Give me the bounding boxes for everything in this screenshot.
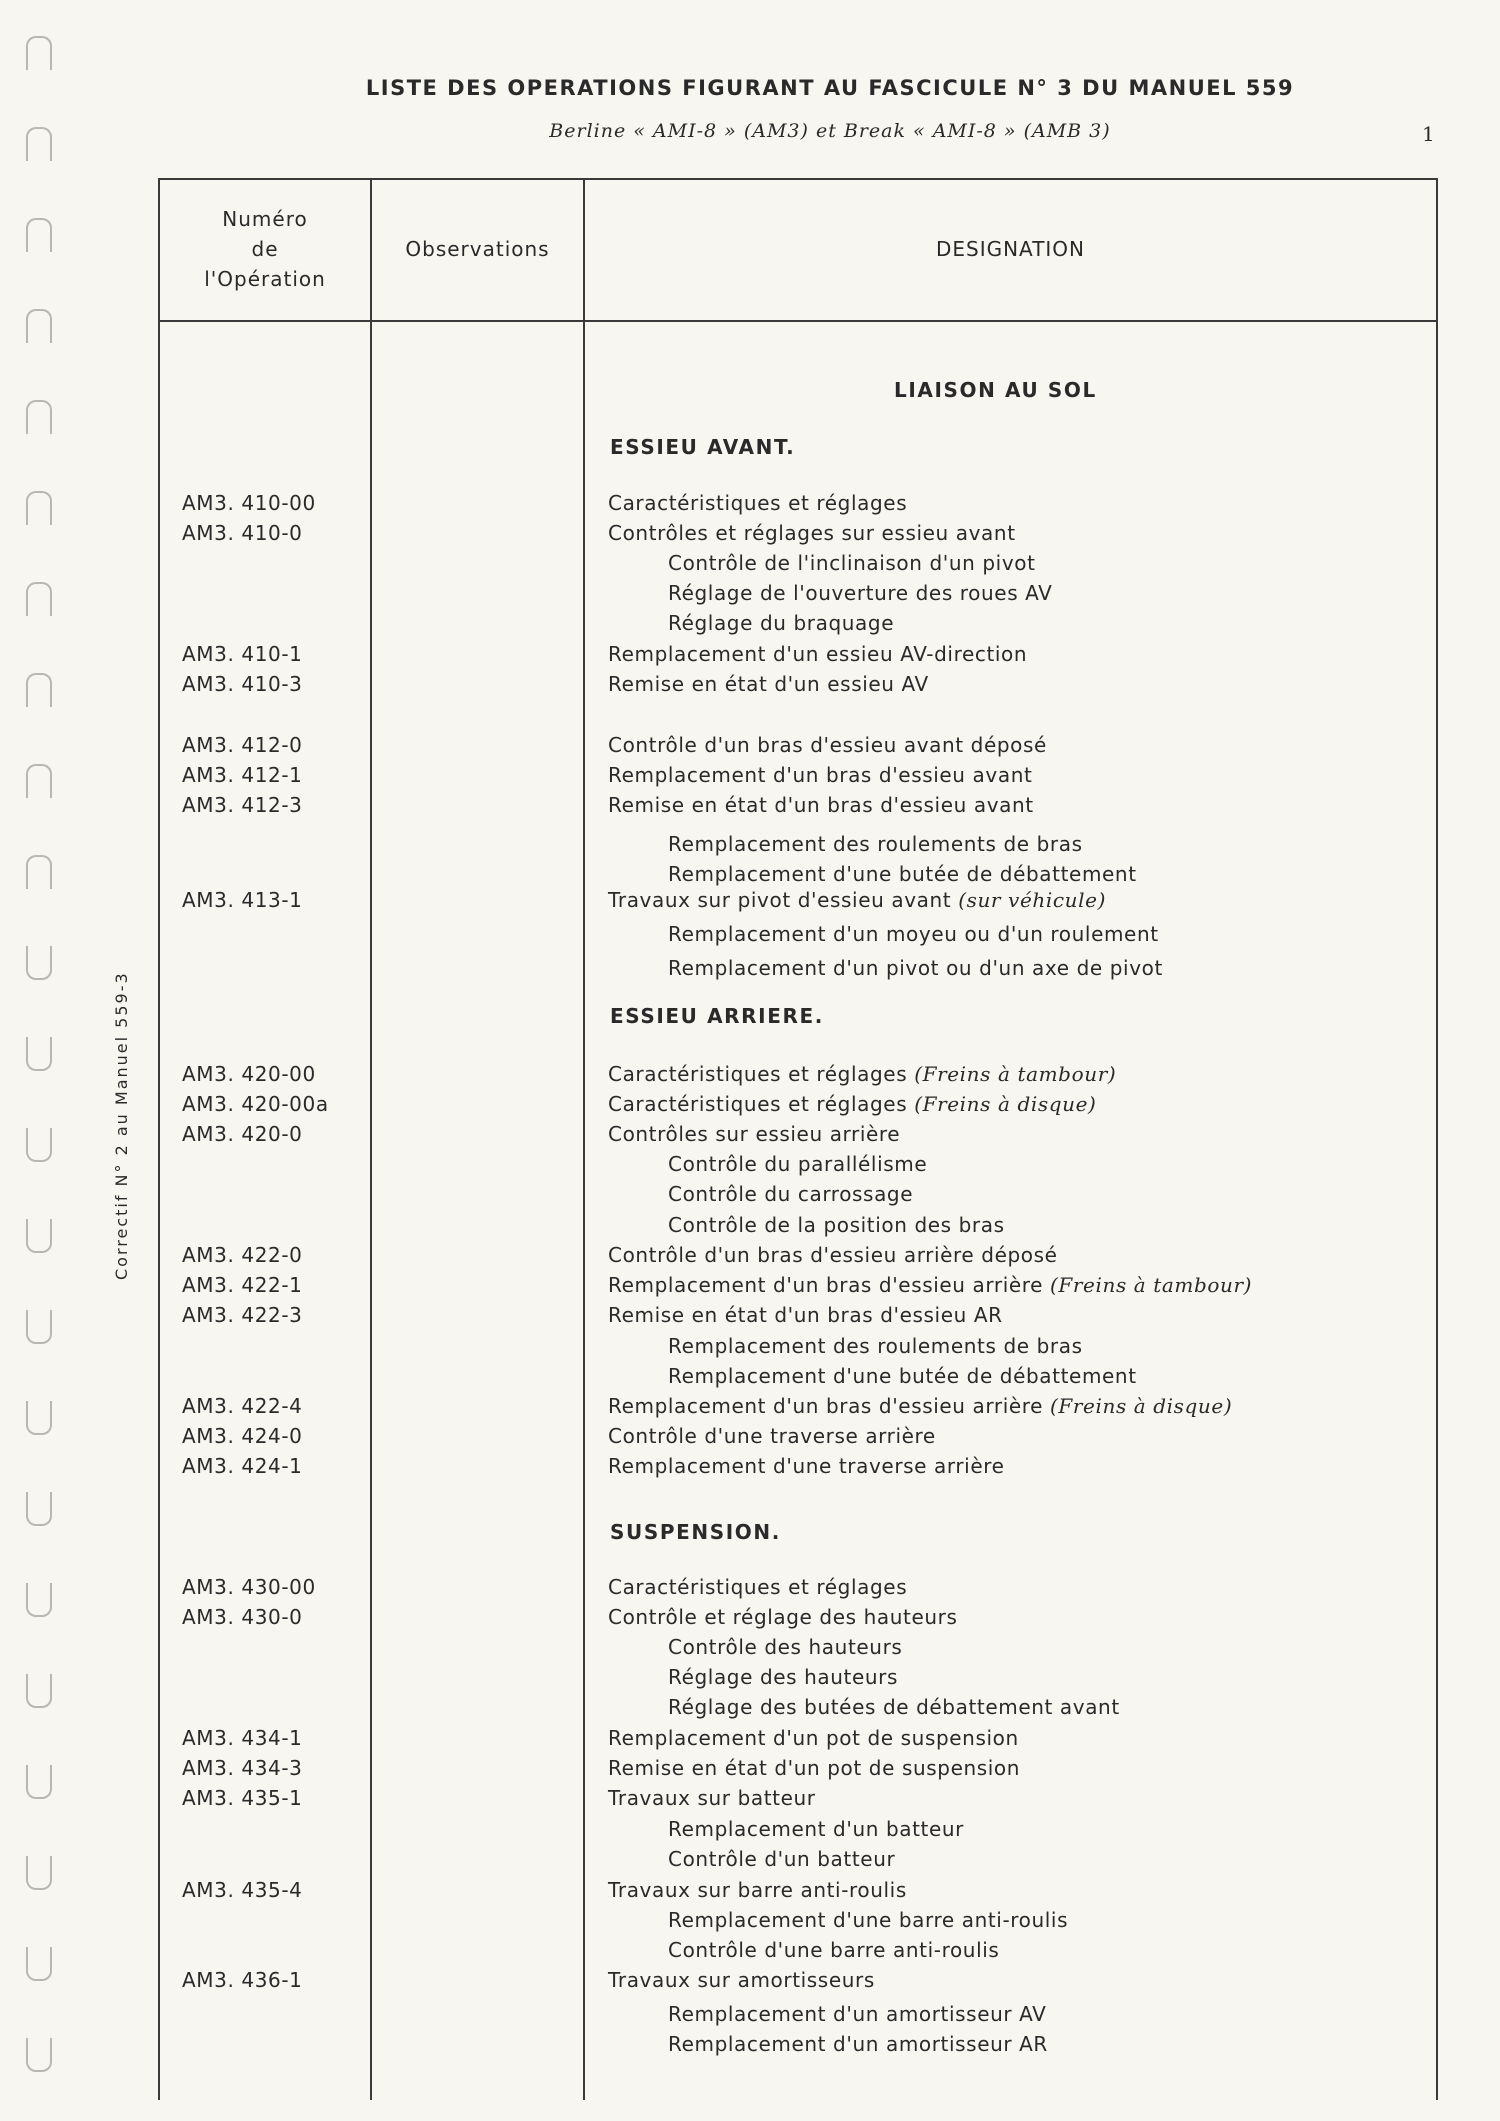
- designation-text: Remise en état d'un bras d'essieu avant: [608, 793, 1034, 817]
- operation-number: AM3. 422-0: [182, 1243, 303, 1267]
- table-row: [158, 1572, 1438, 1602]
- operation-number: AM3. 420-00: [182, 1062, 316, 1086]
- designation-text: Contrôle de la position des bras: [668, 1213, 1005, 1237]
- designation: [608, 885, 1106, 915]
- table-row: [158, 1517, 1438, 1547]
- designation: [668, 1905, 1068, 1935]
- designation: [668, 919, 1159, 949]
- table-row: [158, 1361, 1438, 1391]
- operation-number: AM3. 424-0: [182, 1424, 303, 1448]
- designation: [608, 790, 1034, 820]
- table-row: [158, 639, 1438, 669]
- operation-number: AM3. 422-4: [182, 1394, 303, 1418]
- designation-note: (Freins à disque): [914, 1092, 1097, 1116]
- header-observations: Observations: [405, 237, 550, 261]
- table-row: [158, 1632, 1438, 1662]
- table-row: [158, 1089, 1438, 1119]
- binding-hole: [26, 1037, 52, 1071]
- binding-hole: [26, 1310, 52, 1344]
- designation-text: Réglage du braquage: [668, 611, 895, 635]
- designation-text: Remplacement d'un batteur: [668, 1817, 964, 1841]
- designation-text: Remplacement des roulements de bras: [668, 832, 1083, 856]
- designation: [668, 829, 1083, 859]
- designation: [608, 1723, 1019, 1753]
- designation: [668, 1210, 1005, 1240]
- designation-text: Remplacement d'un pivot ou d'un axe de pivot: [668, 956, 1163, 980]
- designation-text: Caractéristiques et réglages: [608, 1575, 908, 1599]
- designation-text: ESSIEU ARRIERE.: [610, 1004, 824, 1028]
- designation-text: Réglage des butées de débattement avant: [668, 1695, 1120, 1719]
- table-row: [158, 1875, 1438, 1905]
- table-row: [158, 488, 1438, 518]
- designation: [668, 1844, 895, 1874]
- designation: [608, 760, 1032, 790]
- designation-text: Contrôle de l'inclinaison d'un pivot: [668, 551, 1036, 575]
- table-row: [158, 669, 1438, 699]
- binding-hole: [26, 218, 52, 252]
- designation-text: Travaux sur barre anti-roulis: [608, 1878, 907, 1902]
- binding-hole: [26, 673, 52, 707]
- designation-text: Caractéristiques et réglages: [608, 1092, 908, 1116]
- designation-text: Remplacement d'un amortisseur AV: [668, 2002, 1047, 2026]
- designation-text: Remplacement d'un amortisseur AR: [668, 2032, 1048, 2056]
- table-row: [158, 1001, 1438, 1031]
- table-row: [158, 1331, 1438, 1361]
- designation-text: Contrôle d'une traverse arrière: [608, 1424, 936, 1448]
- table-row: [158, 1965, 1438, 1995]
- designation: [608, 1270, 1252, 1300]
- designation: [668, 1179, 913, 1209]
- binding-hole: [26, 491, 52, 525]
- designation: [608, 1300, 1003, 1330]
- table-row: [158, 885, 1438, 915]
- operation-number: AM3. 410-0: [182, 521, 303, 545]
- designation-text: Remplacement d'une barre anti-roulis: [668, 1908, 1069, 1932]
- table-row: [158, 1270, 1438, 1300]
- table-row: [158, 953, 1438, 983]
- binding-hole: [26, 400, 52, 434]
- designation-text: Remplacement d'un bras d'essieu arrière: [608, 1273, 1044, 1297]
- binding-hole: [26, 309, 52, 343]
- designation: [668, 1692, 1120, 1722]
- table-header-line: [158, 320, 1438, 322]
- binding-hole: [26, 1856, 52, 1890]
- header-numero-line: de: [251, 237, 279, 261]
- designation-text: Caractéristiques et réglages: [608, 1062, 908, 1086]
- binding-hole: [26, 2038, 52, 2072]
- designation: [608, 1119, 900, 1149]
- designation: [668, 578, 1052, 608]
- designation: [668, 548, 1036, 578]
- page-number: 1: [1422, 122, 1435, 146]
- table-row: [158, 1391, 1438, 1421]
- operation-number: AM3. 435-4: [182, 1878, 303, 1902]
- binding-hole: [26, 582, 52, 616]
- table-row: [158, 1149, 1438, 1179]
- designation-text: Contrôle du parallélisme: [668, 1152, 928, 1176]
- operation-number: AM3. 435-1: [182, 1786, 303, 1810]
- designation-text: Travaux sur amortisseurs: [608, 1968, 875, 1992]
- table-row: [158, 829, 1438, 859]
- table-row: [158, 1179, 1438, 1209]
- table-row: [158, 1602, 1438, 1632]
- table-row: [158, 518, 1438, 548]
- table-row: [158, 1844, 1438, 1874]
- designation-text: Contrôle d'une barre anti-roulis: [668, 1938, 1000, 1962]
- table-row: [158, 1451, 1438, 1481]
- operation-number: AM3. 410-1: [182, 642, 303, 666]
- designation-note: (Freins à tambour): [1050, 1273, 1253, 1297]
- designation-text: Remplacement des roulements de bras: [668, 1334, 1083, 1358]
- binding-hole: [26, 855, 52, 889]
- page-heading: LISTE DES OPERATIONS FIGURANT AU FASCICULE N° 3 DU MANUEL 559: [365, 76, 1295, 100]
- side-note: Correctif N° 2 au Manuel 559-3: [112, 971, 131, 1280]
- operation-number: AM3. 412-1: [182, 763, 303, 787]
- table-row: [158, 1905, 1438, 1935]
- designation: [608, 1059, 1116, 1089]
- designation: [668, 1935, 999, 1965]
- section-heading: [610, 432, 795, 462]
- binding-hole: [26, 1583, 52, 1617]
- designation-text: Contrôle des hauteurs: [668, 1635, 903, 1659]
- designation-text: Contrôle d'un bras d'essieu avant déposé: [608, 733, 1047, 757]
- table-row: [158, 1210, 1438, 1240]
- operation-number: AM3. 413-1: [182, 888, 303, 912]
- operation-number: AM3. 430-00: [182, 1575, 316, 1599]
- designation: [668, 1662, 898, 1692]
- header-designation: DESIGNATION: [935, 237, 1086, 261]
- designation-text: Travaux sur batteur: [608, 1786, 816, 1810]
- binding-hole: [26, 1674, 52, 1708]
- table-row: [158, 730, 1438, 760]
- table-row: [158, 548, 1438, 578]
- table-row: [158, 790, 1438, 820]
- designation: [608, 1240, 1058, 1270]
- operation-number: AM3. 410-3: [182, 672, 303, 696]
- table-row: [158, 1662, 1438, 1692]
- designation: [608, 730, 1047, 760]
- section-heading: [894, 375, 1097, 405]
- designation-text: Caractéristiques et réglages: [608, 491, 908, 515]
- operation-number: AM3. 412-3: [182, 793, 303, 817]
- designation-text: Travaux sur pivot d'essieu avant: [608, 888, 952, 912]
- designation: [668, 1149, 927, 1179]
- designation-text: Remplacement d'un essieu AV-direction: [608, 642, 1028, 666]
- table-row: [158, 1119, 1438, 1149]
- table-row: [158, 1421, 1438, 1451]
- operations-table: [158, 178, 1438, 2100]
- operation-number: AM3. 422-3: [182, 1303, 303, 1327]
- binding-hole: [26, 1947, 52, 1981]
- designation: [668, 608, 894, 638]
- designation: [608, 1965, 875, 1995]
- designation-text: Remplacement d'une butée de débattement: [668, 862, 1137, 886]
- binding-hole: [26, 36, 52, 70]
- designation-text: Remplacement d'une traverse arrière: [608, 1454, 1005, 1478]
- operation-number: AM3. 420-00a: [182, 1092, 329, 1116]
- operation-number: AM3. 434-1: [182, 1726, 303, 1750]
- designation: [668, 1361, 1137, 1391]
- designation: [608, 1089, 1096, 1119]
- designation-text: Réglage de l'ouverture des roues AV: [668, 581, 1053, 605]
- designation-text: Réglage des hauteurs: [668, 1665, 899, 1689]
- binding-hole: [26, 764, 52, 798]
- header-numero-line: l'Opération: [204, 267, 326, 291]
- section-heading: [610, 1517, 781, 1547]
- section-heading: [610, 1001, 824, 1031]
- designation-text: Remplacement d'une butée de débattement: [668, 1364, 1137, 1388]
- designation-text: Remise en état d'un essieu AV: [608, 672, 929, 696]
- operation-number: AM3. 410-00: [182, 491, 316, 515]
- table-row: [158, 1999, 1438, 2029]
- designation: [608, 518, 1016, 548]
- designation: [608, 1572, 907, 1602]
- designation: [608, 1783, 816, 1813]
- designation-text: Remplacement d'un bras d'essieu arrière: [608, 1394, 1044, 1418]
- table-row: [158, 608, 1438, 638]
- designation: [608, 1391, 1232, 1421]
- designation: [668, 953, 1163, 983]
- table-row: [158, 1753, 1438, 1783]
- designation-text: Contrôle d'un batteur: [668, 1847, 896, 1871]
- binding-hole: [26, 1492, 52, 1526]
- designation-text: Contrôle et réglage des hauteurs: [608, 1605, 958, 1629]
- designation: [608, 1875, 907, 1905]
- table-row: [158, 760, 1438, 790]
- table-row: [158, 2029, 1438, 2059]
- operation-number: AM3. 412-0: [182, 733, 303, 757]
- designation-text: Remplacement d'un moyeu ou d'un roulement: [668, 922, 1159, 946]
- binding-hole: [26, 1401, 52, 1435]
- designation: [668, 1632, 902, 1662]
- designation-text: Remplacement d'un bras d'essieu avant: [608, 763, 1033, 787]
- header-numero: [160, 178, 370, 320]
- table-row: [158, 1814, 1438, 1844]
- designation-text: Remise en état d'un bras d'essieu AR: [608, 1303, 1003, 1327]
- designation-text: Remise en état d'un pot de suspension: [608, 1756, 1021, 1780]
- page-subtitle: Berline « AMI-8 » (AM3) et Break « AMI-8 » (AMB 3): [549, 120, 1111, 142]
- designation-text: LIAISON AU SOL: [894, 378, 1097, 402]
- table-row: [158, 1935, 1438, 1965]
- table-row: [158, 1783, 1438, 1813]
- operation-number: AM3. 436-1: [182, 1968, 303, 1992]
- table-row: [158, 578, 1438, 608]
- designation-note: (Freins à tambour): [914, 1062, 1117, 1086]
- binding-hole: [26, 1765, 52, 1799]
- designation-note: (Freins à disque): [1050, 1394, 1233, 1418]
- header-numero-line: Numéro: [222, 207, 308, 231]
- designation-text: Contrôle d'un bras d'essieu arrière déposé: [608, 1243, 1058, 1267]
- designation-text: Contrôles sur essieu arrière: [608, 1122, 901, 1146]
- binding-hole: [26, 946, 52, 980]
- designation: [668, 2029, 1048, 2059]
- operation-number: AM3. 424-1: [182, 1454, 303, 1478]
- designation: [608, 1602, 957, 1632]
- binding-hole: [26, 1219, 52, 1253]
- designation-text: Contrôle du carrossage: [668, 1182, 914, 1206]
- table-row: [158, 1692, 1438, 1722]
- designation: [668, 1331, 1083, 1361]
- table-row: [158, 375, 1438, 405]
- designation-note: (sur véhicule): [958, 888, 1106, 912]
- operation-number: AM3. 420-0: [182, 1122, 303, 1146]
- table-row: [158, 1300, 1438, 1330]
- designation-text: Contrôles et réglages sur essieu avant: [608, 521, 1016, 545]
- designation: [608, 1451, 1005, 1481]
- designation: [608, 488, 907, 518]
- operation-number: AM3. 422-1: [182, 1273, 303, 1297]
- designation: [608, 639, 1027, 669]
- operation-number: AM3. 430-0: [182, 1605, 303, 1629]
- designation: [608, 1421, 936, 1451]
- binding-hole: [26, 1128, 52, 1162]
- designation-text: ESSIEU AVANT.: [610, 435, 796, 459]
- table-row: [158, 1723, 1438, 1753]
- designation: [668, 1999, 1046, 2029]
- designation: [608, 1753, 1020, 1783]
- designation: [668, 1814, 964, 1844]
- table-row: [158, 1240, 1438, 1270]
- designation-text: Remplacement d'un pot de suspension: [608, 1726, 1019, 1750]
- table-row: [158, 919, 1438, 949]
- designation: [608, 669, 929, 699]
- table-row: [158, 432, 1438, 462]
- table-row: [158, 1059, 1438, 1089]
- designation-text: SUSPENSION.: [610, 1520, 781, 1544]
- operation-number: AM3. 434-3: [182, 1756, 303, 1780]
